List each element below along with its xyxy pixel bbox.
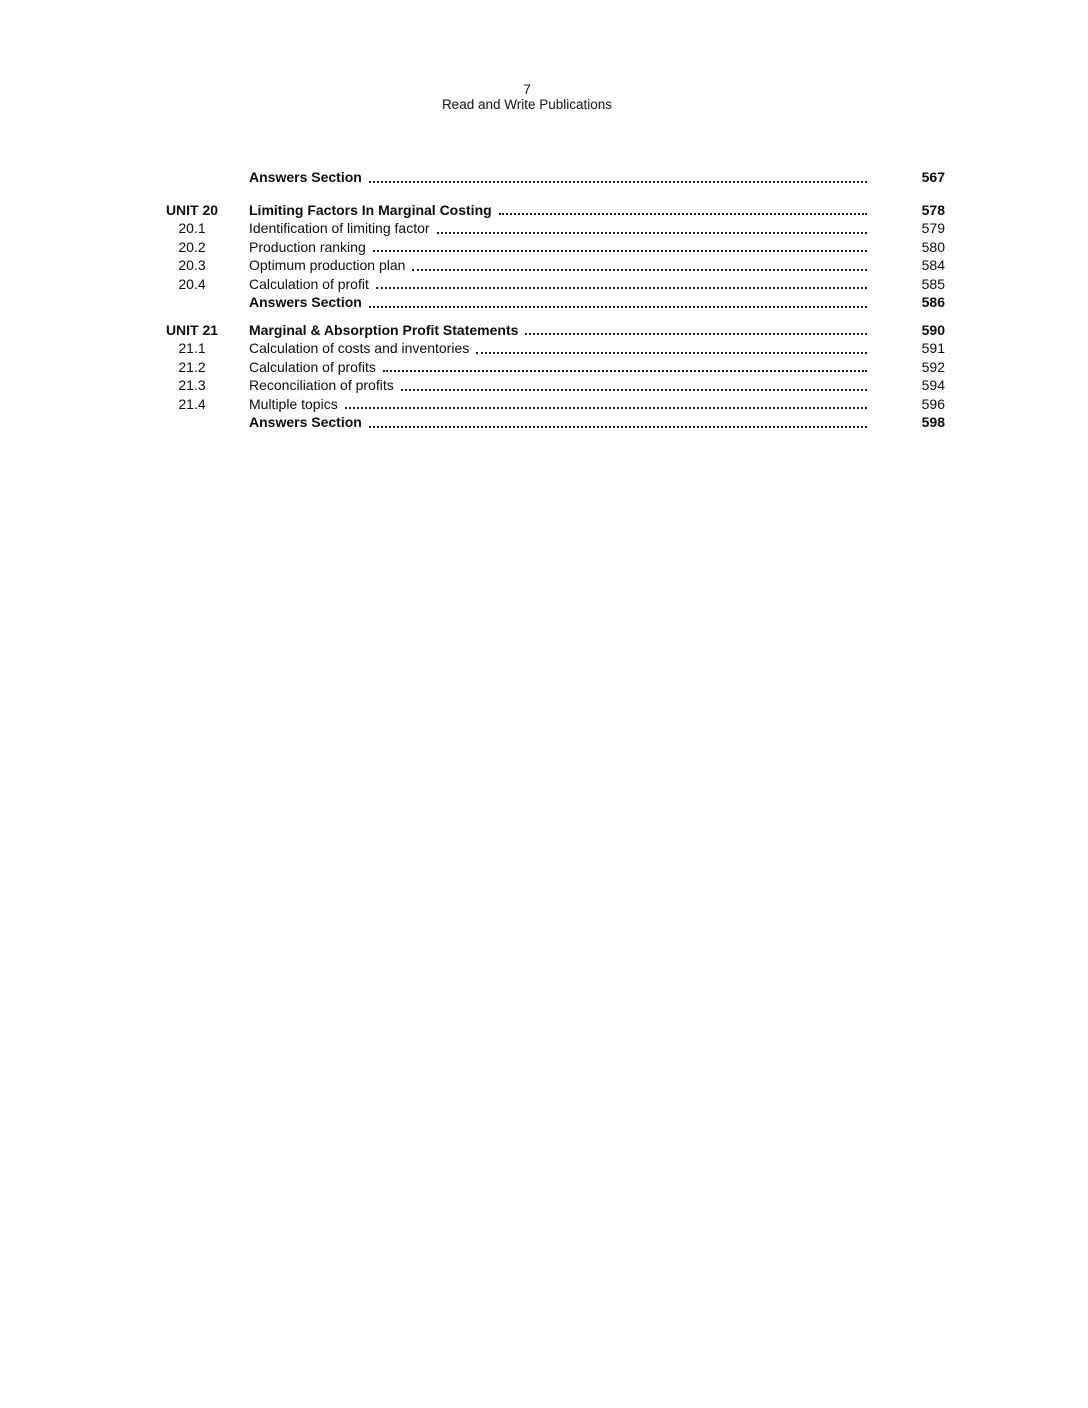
- dot-leader: [383, 370, 867, 372]
- dot-leader: [369, 426, 867, 428]
- toc-entry-number: 20.3: [178, 257, 206, 273]
- toc-entry-number: 21.3: [178, 377, 206, 393]
- toc-entry-page: 594: [921, 377, 945, 393]
- toc-entry-number: 21.4: [178, 395, 206, 412]
- toc-entry-page: 586: [921, 294, 945, 310]
- toc-entry-title: Production ranking: [249, 238, 366, 255]
- toc-entry-page: 584: [921, 257, 945, 273]
- toc-row-21-2: [163, 358, 945, 377]
- dot-leader: [499, 213, 867, 215]
- toc-row-answers-section-21: [163, 413, 945, 432]
- toc-row-unit-21: [163, 321, 945, 340]
- table-of-contents: [163, 168, 945, 432]
- toc-entry-title: Calculation of costs and inventories: [249, 340, 470, 356]
- toc-row-20-3: [163, 256, 945, 275]
- toc-entry-title: Limiting Factors In Marginal Costing: [249, 201, 492, 218]
- toc-entry-title: Calculation of profit: [249, 275, 369, 292]
- toc-entry-page: 598: [921, 414, 945, 430]
- toc-entry-title: Answers Section: [249, 414, 362, 430]
- toc-entry-number: 20.2: [178, 238, 206, 255]
- toc-row-20-1: [163, 219, 945, 238]
- toc-entry-title: Optimum production plan: [249, 257, 406, 273]
- toc-row-20-2: [163, 238, 945, 257]
- toc-entry-page: 585: [921, 275, 945, 292]
- toc-entry-page: 592: [921, 358, 945, 375]
- toc-entry-title: Marginal & Absorption Profit Statements: [249, 321, 519, 338]
- page-header: [0, 82, 1054, 113]
- toc-entry-page: 580: [921, 238, 945, 255]
- toc-entry-number: UNIT 20: [165, 201, 219, 218]
- toc-entry-page: 578: [921, 201, 945, 218]
- toc-row-answers-section-20: [163, 293, 945, 312]
- dot-leader: [369, 306, 867, 308]
- toc-entry-number: 21.1: [178, 340, 206, 356]
- publisher-name: Read and Write Publications: [441, 97, 613, 112]
- toc-entry-page: 591: [921, 340, 945, 356]
- page-number: 7: [523, 81, 531, 97]
- dot-leader: [376, 287, 867, 289]
- toc-entry-page: 596: [921, 395, 945, 412]
- dot-leader: [476, 352, 867, 354]
- dot-leader: [345, 407, 867, 409]
- toc-row-unit-20: [163, 201, 945, 220]
- toc-entry-number: 21.2: [178, 358, 206, 375]
- toc-entry-page: 590: [921, 321, 945, 338]
- toc-entry-title: Identification of limiting factor: [249, 220, 430, 236]
- toc-entry-title: Answers Section: [249, 294, 362, 310]
- dot-leader: [401, 389, 867, 391]
- dot-leader: [437, 232, 867, 234]
- dot-leader: [373, 250, 867, 252]
- toc-entry-page: 579: [921, 220, 945, 236]
- toc-row-21-4: [163, 395, 945, 414]
- toc-row-21-3: [163, 376, 945, 395]
- toc-entry-number: 20.4: [178, 275, 206, 292]
- dot-leader: [369, 181, 867, 183]
- toc-entry-title: Multiple topics: [249, 395, 338, 412]
- toc-entry-title: Reconciliation of profits: [249, 377, 394, 393]
- toc-entry-number: 20.1: [178, 220, 206, 236]
- dot-leader: [412, 269, 867, 271]
- dot-leader: [525, 333, 867, 335]
- toc-row-21-1: [163, 339, 945, 358]
- toc-entry-title: Answers Section: [249, 169, 362, 185]
- toc-entry-title: Calculation of profits: [249, 358, 376, 375]
- toc-row-answers-section: [163, 168, 945, 187]
- toc-row-20-4: [163, 275, 945, 294]
- toc-entry-number: UNIT 21: [165, 321, 219, 338]
- toc-entry-page: 567: [921, 169, 945, 185]
